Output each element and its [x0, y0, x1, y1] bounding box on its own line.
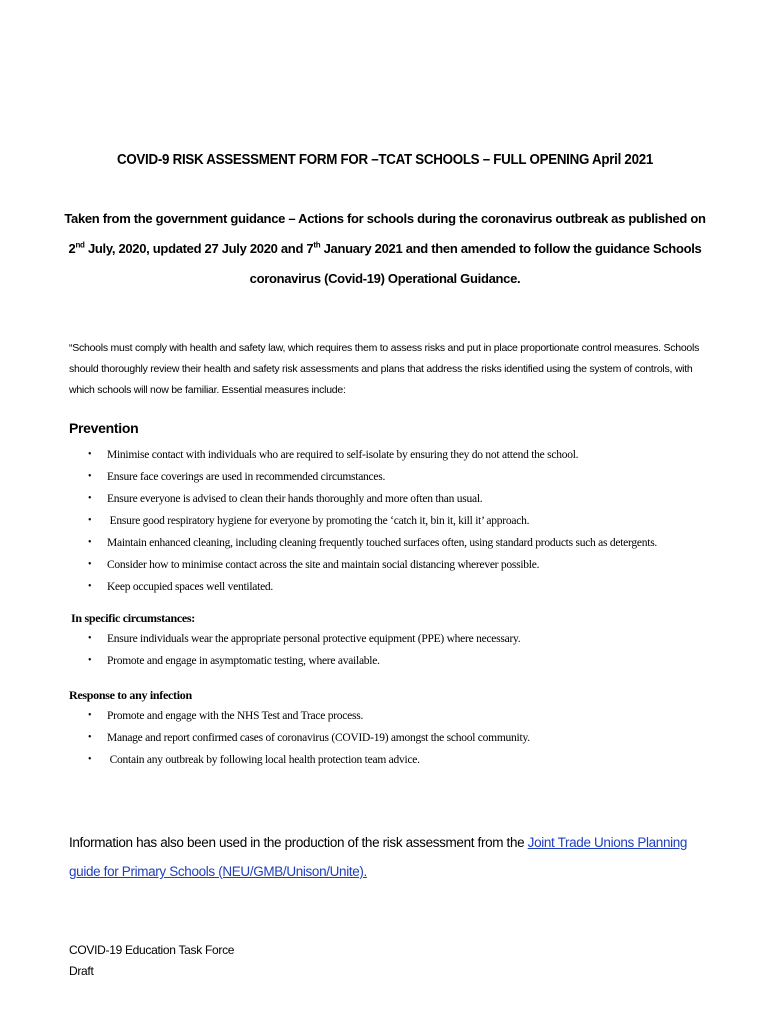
list-item: • Manage and report confirmed cases of coronavirus (COVID-19) amongst the school community. — [88, 727, 530, 749]
bullet-icon: • — [88, 710, 92, 721]
bullet-icon: • — [88, 537, 92, 548]
list-item: • Promote and engage with the NHS Test and Trace process. — [88, 705, 530, 727]
joint-trade-unions-link[interactable]: Joint Trade Unions Planning guide for Primary Schools (NEU/GMB/Unison/Unite). — [69, 835, 688, 879]
prevention-heading: Prevention — [69, 420, 139, 436]
subtitle-sup-1: nd — [75, 240, 85, 250]
subtitle-sup-2: th — [313, 240, 321, 250]
prevention-list — [88, 444, 657, 598]
list-item: • Promote and engage in asymptomatic testing, where available. — [88, 650, 520, 672]
footer — [69, 940, 234, 982]
bullet-icon: • — [88, 493, 92, 504]
info-paragraph — [69, 828, 709, 886]
list-item: • Ensure face coverings are used in recommended circumstances. — [88, 466, 657, 488]
list-item: • Ensure everyone is advised to clean their hands thoroughly and more often than usual. — [88, 488, 657, 510]
subtitle-text-2: July, 2020, updated 27 July 2020 and 7 — [84, 241, 314, 256]
footer-line-taskforce: COVID-19 Education Task Force — [69, 943, 235, 957]
page-title: COVID-9 RISK ASSESSMENT FORM FOR –TCAT SCHOOLS – FULL OPENING April 2021 — [116, 152, 654, 168]
infection-response-heading: Response to any infection — [69, 688, 192, 702]
infection-list — [88, 705, 530, 771]
list-item: • Ensure individuals wear the appropriate personal protective equipment (PPE) where necessary. — [88, 628, 520, 650]
subtitle — [60, 204, 710, 294]
specific-circumstances-heading: In specific circumstances: — [71, 611, 195, 625]
info-text: Information has also been used in the production of the risk assessment from the — [69, 835, 528, 850]
subtitle-text-3: January 2021 and then amended to follow the guidance Schools coronavirus (Covid-19) Operational Guidance. — [249, 241, 702, 286]
bullet-icon: • — [88, 471, 92, 482]
bullet-icon: • — [88, 581, 92, 592]
bullet-icon: • — [88, 515, 92, 526]
bullet-icon: • — [88, 559, 92, 570]
bullet-icon: • — [88, 655, 92, 666]
specific-list — [88, 628, 520, 672]
bullet-icon: • — [88, 754, 92, 765]
list-item: • Minimise contact with individuals who are required to self-isolate by ensuring they do not attend the school. — [88, 444, 657, 466]
list-item: • Ensure good respiratory hygiene for everyone by promoting the ‘catch it, bin it, kill it’ approach. — [88, 510, 657, 532]
subtitle-text-1: Taken from the government guidance – Actions for schools during the coronavirus outbreak as published on 2 — [64, 211, 706, 256]
intro-paragraph: “Schools must comply with health and safety law, which requires them to assess risks and put in place proportionate control measures. Schools should thoroughly review their health and safety risk assessments and plans that address the risks identified using the system of controls, with which schools will now be familiar. Essential measures include: — [69, 342, 700, 396]
bullet-icon: • — [88, 449, 92, 460]
list-item: • Maintain enhanced cleaning, including cleaning frequently touched surfaces often, using standard products such as detergents. — [88, 532, 657, 554]
list-item: • Keep occupied spaces well ventilated. — [88, 576, 657, 598]
list-item: • Contain any outbreak by following local health protection team advice. — [88, 749, 530, 771]
list-item: • Consider how to minimise contact across the site and maintain social distancing wherever possible. — [88, 554, 657, 576]
footer-line-draft: Draft — [69, 964, 94, 978]
bullet-icon: • — [88, 732, 92, 743]
bullet-icon: • — [88, 633, 92, 644]
